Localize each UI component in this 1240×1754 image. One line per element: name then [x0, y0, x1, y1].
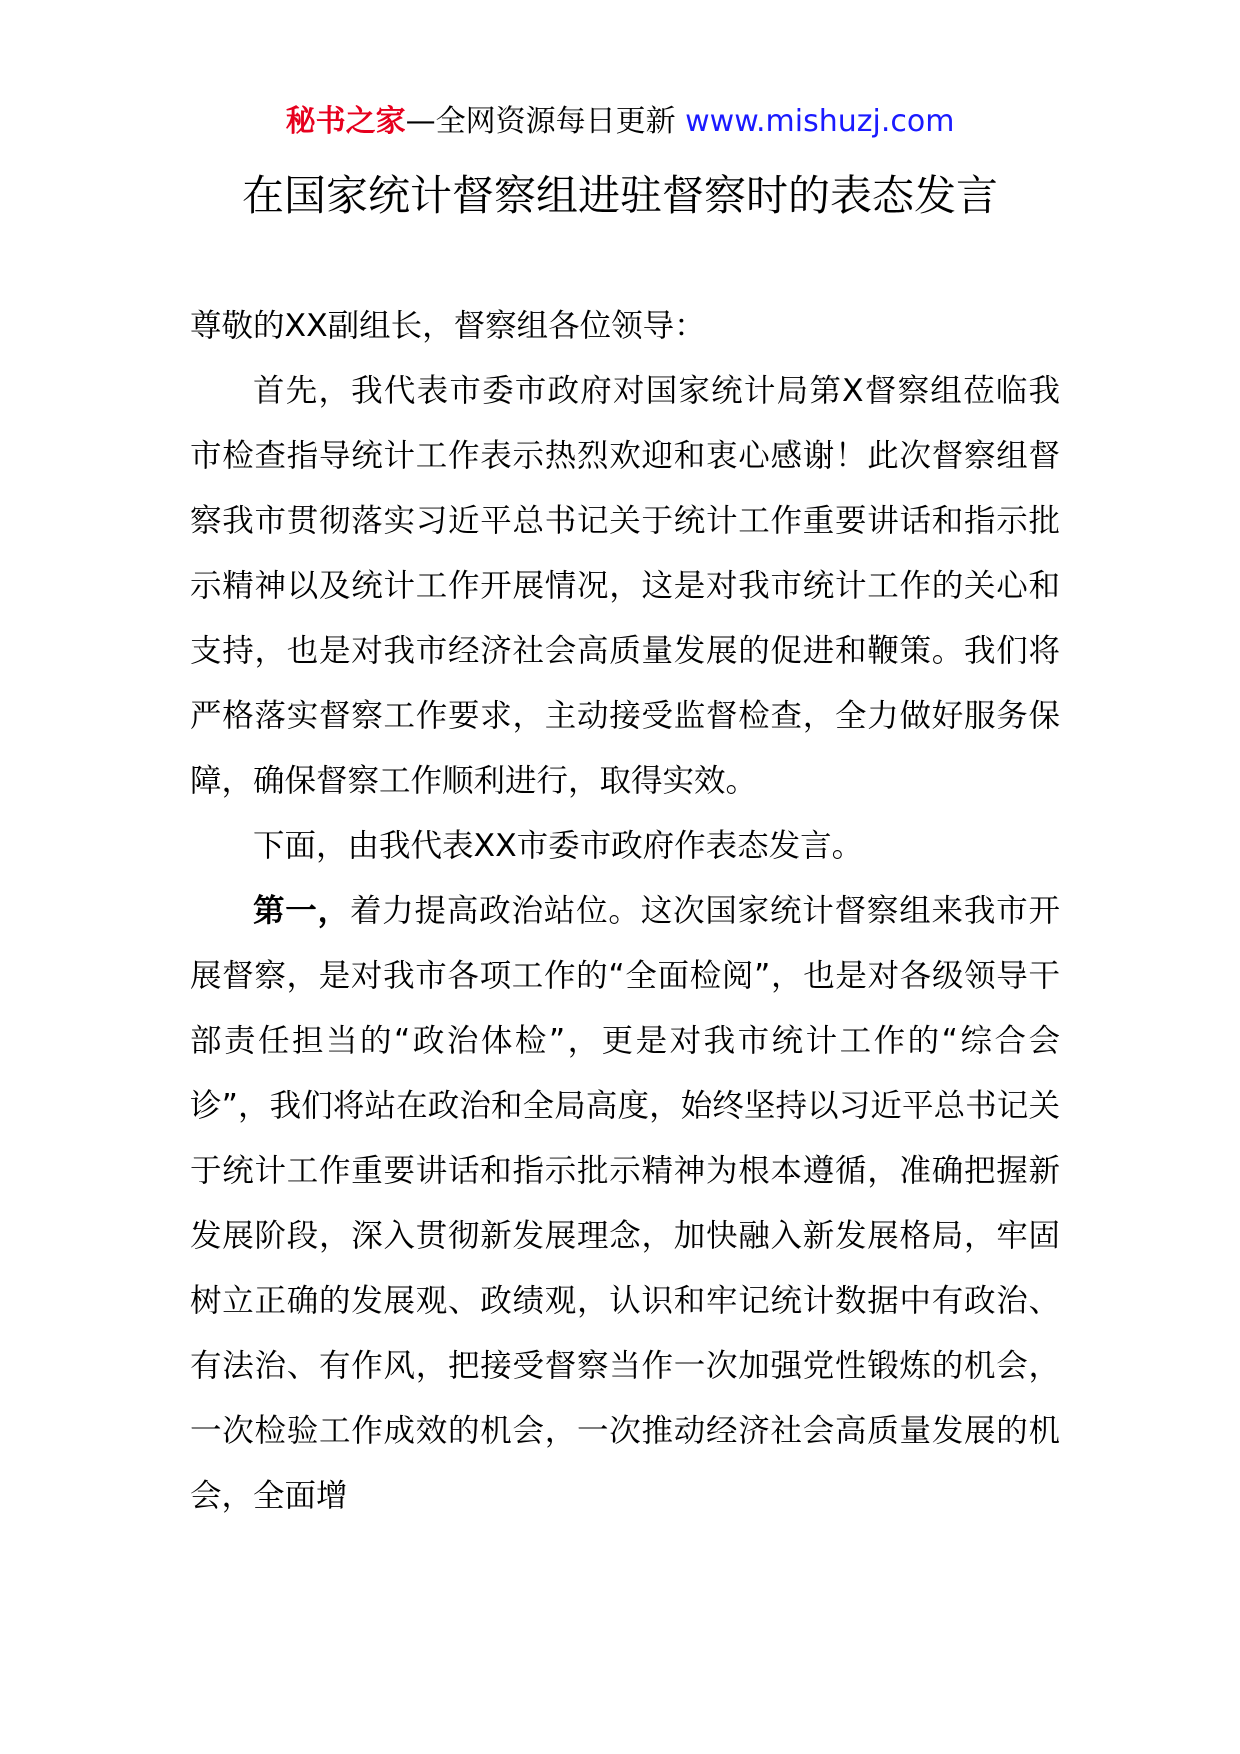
document-body	[190, 294, 1060, 1529]
salutation: 尊敬的XX副组长，督察组各位领导：	[190, 308, 706, 344]
paragraph-first-point	[190, 879, 1060, 1529]
site-slogan: —全网资源每日更新	[405, 104, 686, 139]
point-body: 着力提高政治站位。这次国家统计督察组来我市开展督察，是对我市各项工作的“全面检阅”，也是对各级领导干部责任担当的“政治体检”，更是对我市统计工作的“综合会诊”，我们将站在政治和全局高度，始终坚持以习近平总书记关于统计工作重要讲话和指示批示精神为根本遵循，准确把握新发展阶段，深入贯彻新发展理念，加快融入新发展格局，牢固树立正确的发展观、政绩观，认识和牢记统计数据中有政治、有法治、有作风，把接受督察当作一次加强党性锻炼的机会，一次检验工作成效的机会，一次推动经济社会高质量发展的机会，全面增	[190, 893, 1060, 1514]
paragraph-opening: 首先，我代表市委市政府对国家统计局第X督察组莅临我市检查指导统计工作表示热烈欢迎和衷心感谢！此次督察组督察我市贯彻落实习近平总书记关于统计工作重要讲话和指示批示精神以及统计工作开展情况，这是对我市统计工作的关心和支持，也是对我市经济社会高质量发展的促进和鞭策。我们将严格落实督察工作要求，主动接受监督检查，全力做好服务保障，确保督察工作顺利进行，取得实效。	[190, 373, 1060, 799]
point-lead: 第一，	[253, 893, 350, 929]
site-brand: 秘书之家	[285, 104, 406, 139]
site-url-link[interactable]: www.mishuzj.com	[685, 104, 955, 139]
paragraph-transition: 下面，由我代表XX市委市政府作表态发言。	[253, 828, 864, 864]
document-title: 在国家统计督察组进驻督察时的表态发言	[241, 171, 998, 220]
site-header	[0, 100, 1240, 144]
